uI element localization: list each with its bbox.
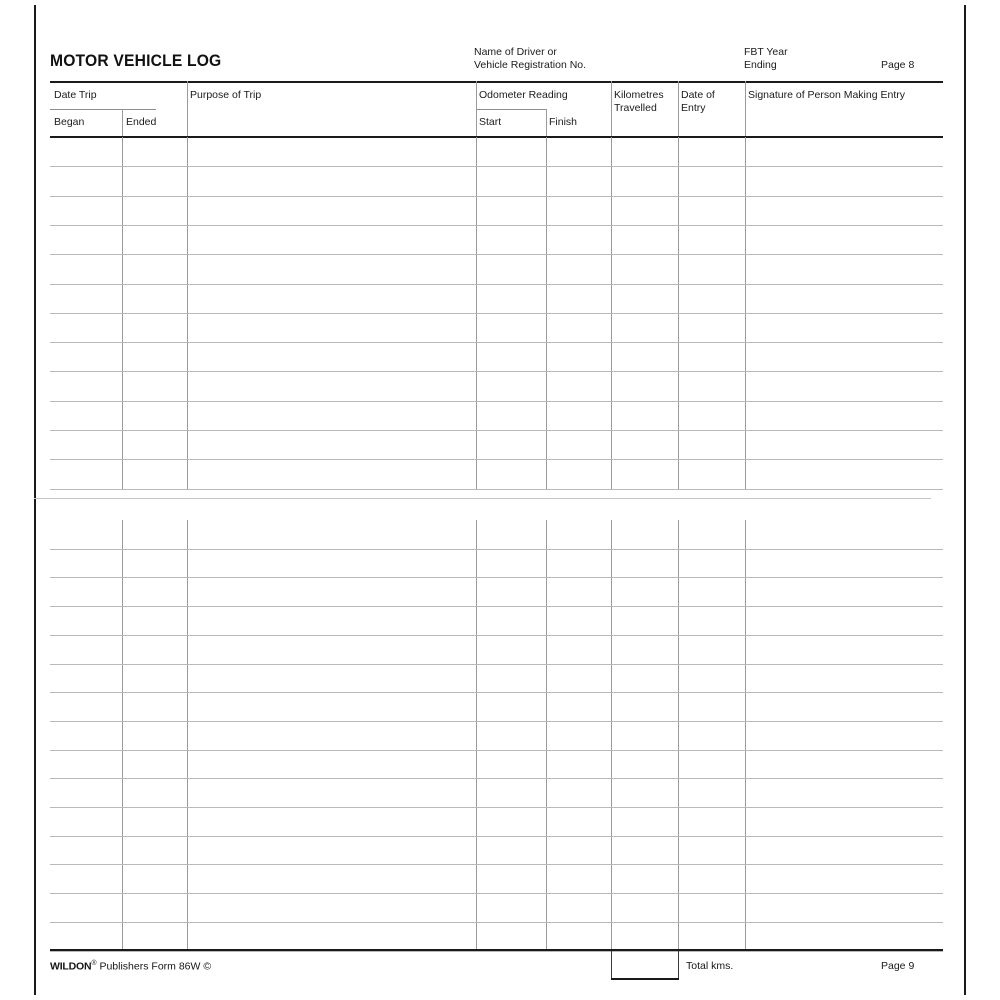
row-rule xyxy=(50,836,943,837)
cell-ended[interactable] xyxy=(125,170,184,193)
cell-date_entry[interactable] xyxy=(681,375,742,398)
row-rule xyxy=(50,225,943,226)
header-divider-ended-purpose xyxy=(187,81,188,136)
cell-signature[interactable] xyxy=(748,610,940,633)
cell-start[interactable] xyxy=(479,840,543,863)
cell-began[interactable] xyxy=(53,725,119,748)
cell-ended[interactable] xyxy=(125,610,184,633)
cell-start[interactable] xyxy=(479,288,543,311)
kilometres-label-line2: Travelled xyxy=(614,102,657,114)
cell-date_entry[interactable] xyxy=(681,725,742,748)
cell-start[interactable] xyxy=(479,668,543,691)
cell-purpose[interactable] xyxy=(190,434,473,457)
cell-ended[interactable] xyxy=(125,897,184,920)
cell-date_entry[interactable] xyxy=(681,811,742,834)
cell-ended[interactable] xyxy=(125,524,184,547)
cell-signature[interactable] xyxy=(748,405,940,428)
cell-began[interactable] xyxy=(53,668,119,691)
cell-signature[interactable] xyxy=(748,463,940,486)
cell-finish[interactable] xyxy=(549,639,608,662)
cell-date_entry[interactable] xyxy=(681,141,742,164)
cell-signature[interactable] xyxy=(748,754,940,777)
column-header-ended: Ended xyxy=(126,116,157,128)
cell-date_entry[interactable] xyxy=(681,524,742,547)
cell-kms[interactable] xyxy=(614,288,675,311)
cell-began[interactable] xyxy=(53,639,119,662)
cell-began[interactable] xyxy=(53,434,119,457)
fbt-year-label-line1: FBT Year xyxy=(744,46,788,58)
cell-kms[interactable] xyxy=(614,463,675,486)
row-rule xyxy=(50,951,943,952)
cell-ended[interactable] xyxy=(125,317,184,340)
cell-purpose[interactable] xyxy=(190,581,473,604)
cell-kms[interactable] xyxy=(614,610,675,633)
cell-purpose[interactable] xyxy=(190,141,473,164)
cell-start[interactable] xyxy=(479,317,543,340)
row-rule xyxy=(50,430,943,431)
cell-finish[interactable] xyxy=(549,258,608,281)
cell-finish[interactable] xyxy=(549,868,608,891)
cell-date_entry[interactable] xyxy=(681,696,742,719)
header-divider-purpose-odometer xyxy=(476,81,477,136)
cell-began[interactable] xyxy=(53,553,119,576)
cell-signature[interactable] xyxy=(748,229,940,252)
cell-purpose[interactable] xyxy=(190,463,473,486)
cell-signature[interactable] xyxy=(748,840,940,863)
cell-finish[interactable] xyxy=(549,782,608,805)
cell-start[interactable] xyxy=(479,405,543,428)
cell-purpose[interactable] xyxy=(190,317,473,340)
cell-kms[interactable] xyxy=(614,897,675,920)
cell-finish[interactable] xyxy=(549,926,608,949)
cell-signature[interactable] xyxy=(748,668,940,691)
cell-finish[interactable] xyxy=(549,754,608,777)
row-rule xyxy=(50,371,943,372)
cell-date_entry[interactable] xyxy=(681,463,742,486)
cell-date_entry[interactable] xyxy=(681,170,742,193)
cell-date_entry[interactable] xyxy=(681,581,742,604)
cell-ended[interactable] xyxy=(125,754,184,777)
cell-kms[interactable] xyxy=(614,141,675,164)
fbt-year-label-line2: Ending xyxy=(744,59,777,71)
cell-began[interactable] xyxy=(53,288,119,311)
cell-began[interactable] xyxy=(53,868,119,891)
cell-kms[interactable] xyxy=(614,581,675,604)
cell-start[interactable] xyxy=(479,463,543,486)
cell-kms[interactable] xyxy=(614,317,675,340)
cell-purpose[interactable] xyxy=(190,696,473,719)
cell-began[interactable] xyxy=(53,754,119,777)
header-top-rule xyxy=(50,81,943,83)
cell-ended[interactable] xyxy=(125,840,184,863)
cell-date_entry[interactable] xyxy=(681,317,742,340)
cell-date_entry[interactable] xyxy=(681,782,742,805)
cell-kms[interactable] xyxy=(614,840,675,863)
cell-began[interactable] xyxy=(53,926,119,949)
cell-purpose[interactable] xyxy=(190,926,473,949)
cell-ended[interactable] xyxy=(125,668,184,691)
cell-date_entry[interactable] xyxy=(681,258,742,281)
cell-finish[interactable] xyxy=(549,524,608,547)
cell-purpose[interactable] xyxy=(190,170,473,193)
cell-purpose[interactable] xyxy=(190,754,473,777)
cell-finish[interactable] xyxy=(549,897,608,920)
row-rule xyxy=(50,313,943,314)
cell-ended[interactable] xyxy=(125,639,184,662)
cell-purpose[interactable] xyxy=(190,288,473,311)
total-box-bottom-edge xyxy=(611,978,679,980)
cell-signature[interactable] xyxy=(748,581,940,604)
cell-purpose[interactable] xyxy=(190,868,473,891)
row-rule xyxy=(50,401,943,402)
row-rule xyxy=(50,664,943,665)
cell-ended[interactable] xyxy=(125,696,184,719)
cell-ended[interactable] xyxy=(125,346,184,369)
cell-start[interactable] xyxy=(479,375,543,398)
date-of-entry-label-line2: Entry xyxy=(681,102,706,114)
column-header-date-trip: Date Trip xyxy=(54,89,97,101)
cell-kms[interactable] xyxy=(614,434,675,457)
cell-kms[interactable] xyxy=(614,170,675,193)
cell-finish[interactable] xyxy=(549,346,608,369)
row-rule xyxy=(50,807,943,808)
kilometres-label-line1: Kilometres xyxy=(614,89,664,101)
cell-began[interactable] xyxy=(53,811,119,834)
cell-signature[interactable] xyxy=(748,553,940,576)
publisher-form-text: Publishers Form 86W © xyxy=(96,960,212,973)
cell-signature[interactable] xyxy=(748,725,940,748)
cell-start[interactable] xyxy=(479,229,543,252)
row-rule xyxy=(50,254,943,255)
cell-date_entry[interactable] xyxy=(681,288,742,311)
cell-signature[interactable] xyxy=(748,434,940,457)
row-rule xyxy=(50,893,943,894)
cell-ended[interactable] xyxy=(125,553,184,576)
cell-began[interactable] xyxy=(53,524,119,547)
table-bottom-rule xyxy=(50,949,943,951)
column-divider-0 xyxy=(122,520,123,951)
cell-kms[interactable] xyxy=(614,668,675,691)
cell-start[interactable] xyxy=(479,610,543,633)
cell-began[interactable] xyxy=(53,782,119,805)
cell-date_entry[interactable] xyxy=(681,553,742,576)
form-page-sheet xyxy=(34,5,966,995)
total-kms-label: Total kms. xyxy=(686,960,734,972)
cell-kms[interactable] xyxy=(614,229,675,252)
column-header-kilometres-travelled xyxy=(614,89,664,115)
column-header-odometer: Odometer Reading xyxy=(479,89,568,101)
cell-purpose[interactable] xyxy=(190,375,473,398)
column-header-date-of-entry xyxy=(681,89,715,115)
column-divider-4 xyxy=(611,520,612,951)
cell-signature[interactable] xyxy=(748,897,940,920)
column-divider-6 xyxy=(745,520,746,951)
cell-purpose[interactable] xyxy=(190,610,473,633)
row-rule xyxy=(50,196,943,197)
cell-kms[interactable] xyxy=(614,725,675,748)
header-divider-odometer-kms xyxy=(611,81,612,136)
cell-ended[interactable] xyxy=(125,258,184,281)
cell-date_entry[interactable] xyxy=(681,610,742,633)
header-divider-dateentry-signature xyxy=(745,81,746,136)
row-rule xyxy=(50,166,943,167)
cell-finish[interactable] xyxy=(549,200,608,223)
page-number-bottom: Page 9 xyxy=(881,960,915,972)
row-rule xyxy=(50,864,943,865)
cell-date_entry[interactable] xyxy=(681,754,742,777)
cell-finish[interactable] xyxy=(549,725,608,748)
column-divider-1 xyxy=(187,520,188,951)
cell-finish[interactable] xyxy=(549,170,608,193)
cell-start[interactable] xyxy=(479,782,543,805)
column-header-purpose: Purpose of Trip xyxy=(190,89,262,101)
cell-date_entry[interactable] xyxy=(681,405,742,428)
cell-finish[interactable] xyxy=(549,553,608,576)
cell-kms[interactable] xyxy=(614,524,675,547)
driver-field-label xyxy=(474,46,586,72)
cell-signature[interactable] xyxy=(748,258,940,281)
cell-start[interactable] xyxy=(479,754,543,777)
cell-began[interactable] xyxy=(53,375,119,398)
cell-began[interactable] xyxy=(53,346,119,369)
header-bottom-rule xyxy=(50,136,943,138)
cell-kms[interactable] xyxy=(614,639,675,662)
cell-start[interactable] xyxy=(479,926,543,949)
total-box-left-edge xyxy=(611,951,612,980)
column-header-began: Began xyxy=(54,116,85,128)
cell-start[interactable] xyxy=(479,581,543,604)
row-rule xyxy=(50,549,943,550)
date-of-entry-label-line1: Date of xyxy=(681,89,715,101)
cell-purpose[interactable] xyxy=(190,346,473,369)
cell-ended[interactable] xyxy=(125,375,184,398)
cell-finish[interactable] xyxy=(549,405,608,428)
row-rule xyxy=(50,778,943,779)
cell-date_entry[interactable] xyxy=(681,926,742,949)
page-title: MOTOR VEHICLE LOG xyxy=(50,51,222,70)
cell-finish[interactable] xyxy=(549,141,608,164)
fbt-year-field-label xyxy=(744,46,788,72)
cell-start[interactable] xyxy=(479,639,543,662)
cell-start[interactable] xyxy=(479,553,543,576)
driver-field-label-line1: Name of Driver or xyxy=(474,46,557,58)
header-divider-kms-dateentry xyxy=(678,81,679,136)
cell-signature[interactable] xyxy=(748,317,940,340)
cell-signature[interactable] xyxy=(748,782,940,805)
cell-began[interactable] xyxy=(53,170,119,193)
cell-kms[interactable] xyxy=(614,405,675,428)
total-box-right-edge xyxy=(678,951,679,980)
column-header-signature: Signature of Person Making Entry xyxy=(748,89,905,101)
cell-began[interactable] xyxy=(53,840,119,863)
cell-date_entry[interactable] xyxy=(681,346,742,369)
header-divider-start-finish xyxy=(546,109,547,136)
cell-finish[interactable] xyxy=(549,434,608,457)
registered-mark-icon: ® xyxy=(91,960,97,967)
column-divider-3 xyxy=(546,520,547,951)
cell-purpose[interactable] xyxy=(190,200,473,223)
cell-finish[interactable] xyxy=(549,288,608,311)
row-rule xyxy=(50,577,943,578)
cell-kms[interactable] xyxy=(614,782,675,805)
column-divider-5 xyxy=(678,520,679,951)
cell-began[interactable] xyxy=(53,229,119,252)
cell-signature[interactable] xyxy=(748,375,940,398)
row-rule xyxy=(50,489,943,490)
cell-purpose[interactable] xyxy=(190,553,473,576)
row-rule xyxy=(50,922,943,923)
cell-purpose[interactable] xyxy=(190,811,473,834)
cell-kms[interactable] xyxy=(614,200,675,223)
cell-signature[interactable] xyxy=(748,696,940,719)
cell-start[interactable] xyxy=(479,897,543,920)
cell-signature[interactable] xyxy=(748,200,940,223)
cell-signature[interactable] xyxy=(748,639,940,662)
row-rule xyxy=(50,750,943,751)
cell-ended[interactable] xyxy=(125,288,184,311)
cell-finish[interactable] xyxy=(549,610,608,633)
cell-ended[interactable] xyxy=(125,926,184,949)
cell-kms[interactable] xyxy=(614,696,675,719)
cell-date_entry[interactable] xyxy=(681,434,742,457)
odometer-split-rule xyxy=(476,109,546,110)
header-divider-began-ended xyxy=(122,109,123,136)
total-kms-value[interactable] xyxy=(614,957,676,977)
cell-start[interactable] xyxy=(479,524,543,547)
cell-began[interactable] xyxy=(53,696,119,719)
cell-kms[interactable] xyxy=(614,553,675,576)
cell-signature[interactable] xyxy=(748,346,940,369)
cell-purpose[interactable] xyxy=(190,725,473,748)
row-rule xyxy=(50,284,943,285)
cell-start[interactable] xyxy=(479,811,543,834)
cell-start[interactable] xyxy=(479,141,543,164)
cell-kms[interactable] xyxy=(614,926,675,949)
cell-signature[interactable] xyxy=(748,170,940,193)
cell-purpose[interactable] xyxy=(190,524,473,547)
publisher-imprint xyxy=(50,960,211,973)
cell-start[interactable] xyxy=(479,434,543,457)
cell-ended[interactable] xyxy=(125,725,184,748)
cell-ended[interactable] xyxy=(125,868,184,891)
cell-purpose[interactable] xyxy=(190,258,473,281)
row-rule xyxy=(50,459,943,460)
cell-finish[interactable] xyxy=(549,840,608,863)
cell-purpose[interactable] xyxy=(190,405,473,428)
cell-began[interactable] xyxy=(53,610,119,633)
page-number-top: Page 8 xyxy=(881,59,915,71)
cell-ended[interactable] xyxy=(125,811,184,834)
cell-ended[interactable] xyxy=(125,581,184,604)
cell-kms[interactable] xyxy=(614,754,675,777)
cell-date_entry[interactable] xyxy=(681,639,742,662)
column-header-finish: Finish xyxy=(549,116,578,128)
cell-ended[interactable] xyxy=(125,463,184,486)
cell-finish[interactable] xyxy=(549,811,608,834)
cell-date_entry[interactable] xyxy=(681,868,742,891)
cell-start[interactable] xyxy=(479,200,543,223)
cell-began[interactable] xyxy=(53,897,119,920)
cell-start[interactable] xyxy=(479,868,543,891)
cell-signature[interactable] xyxy=(748,288,940,311)
column-divider-2 xyxy=(476,520,477,951)
cell-finish[interactable] xyxy=(549,668,608,691)
cell-kms[interactable] xyxy=(614,868,675,891)
cell-start[interactable] xyxy=(479,170,543,193)
cell-began[interactable] xyxy=(53,581,119,604)
cell-began[interactable] xyxy=(53,258,119,281)
cell-date_entry[interactable] xyxy=(681,668,742,691)
cell-ended[interactable] xyxy=(125,434,184,457)
cell-start[interactable] xyxy=(479,725,543,748)
cell-date_entry[interactable] xyxy=(681,200,742,223)
driver-field-label-line2: Vehicle Registration No. xyxy=(474,59,587,71)
cell-finish[interactable] xyxy=(549,696,608,719)
publisher-brand: WILDON xyxy=(50,960,92,973)
cell-purpose[interactable] xyxy=(190,639,473,662)
page-separator-rule xyxy=(34,498,931,499)
cell-purpose[interactable] xyxy=(190,668,473,691)
cell-date_entry[interactable] xyxy=(681,229,742,252)
column-header-start: Start xyxy=(479,116,502,128)
cell-kms[interactable] xyxy=(614,346,675,369)
cell-signature[interactable] xyxy=(748,868,940,891)
cell-began[interactable] xyxy=(53,200,119,223)
cell-signature[interactable] xyxy=(748,811,940,834)
cell-signature[interactable] xyxy=(748,524,940,547)
row-rule xyxy=(50,342,943,343)
cell-kms[interactable] xyxy=(614,811,675,834)
cell-finish[interactable] xyxy=(549,317,608,340)
cell-purpose[interactable] xyxy=(190,782,473,805)
cell-date_entry[interactable] xyxy=(681,897,742,920)
cell-date_entry[interactable] xyxy=(681,840,742,863)
cell-signature[interactable] xyxy=(748,141,940,164)
cell-kms[interactable] xyxy=(614,375,675,398)
cell-ended[interactable] xyxy=(125,141,184,164)
cell-purpose[interactable] xyxy=(190,897,473,920)
cell-ended[interactable] xyxy=(125,405,184,428)
row-rule xyxy=(50,635,943,636)
cell-finish[interactable] xyxy=(549,463,608,486)
cell-signature[interactable] xyxy=(748,926,940,949)
cell-start[interactable] xyxy=(479,258,543,281)
cell-finish[interactable] xyxy=(549,229,608,252)
cell-began[interactable] xyxy=(53,405,119,428)
cell-purpose[interactable] xyxy=(190,229,473,252)
cell-purpose[interactable] xyxy=(190,840,473,863)
cell-ended[interactable] xyxy=(125,229,184,252)
cell-began[interactable] xyxy=(53,463,119,486)
cell-finish[interactable] xyxy=(549,375,608,398)
cell-ended[interactable] xyxy=(125,782,184,805)
cell-began[interactable] xyxy=(53,317,119,340)
date-trip-split-rule xyxy=(50,109,156,110)
cell-ended[interactable] xyxy=(125,200,184,223)
row-rule xyxy=(50,692,943,693)
cell-began[interactable] xyxy=(53,141,119,164)
row-rule xyxy=(50,721,943,722)
row-rule xyxy=(50,606,943,607)
cell-start[interactable] xyxy=(479,696,543,719)
cell-finish[interactable] xyxy=(549,581,608,604)
cell-kms[interactable] xyxy=(614,258,675,281)
cell-start[interactable] xyxy=(479,346,543,369)
